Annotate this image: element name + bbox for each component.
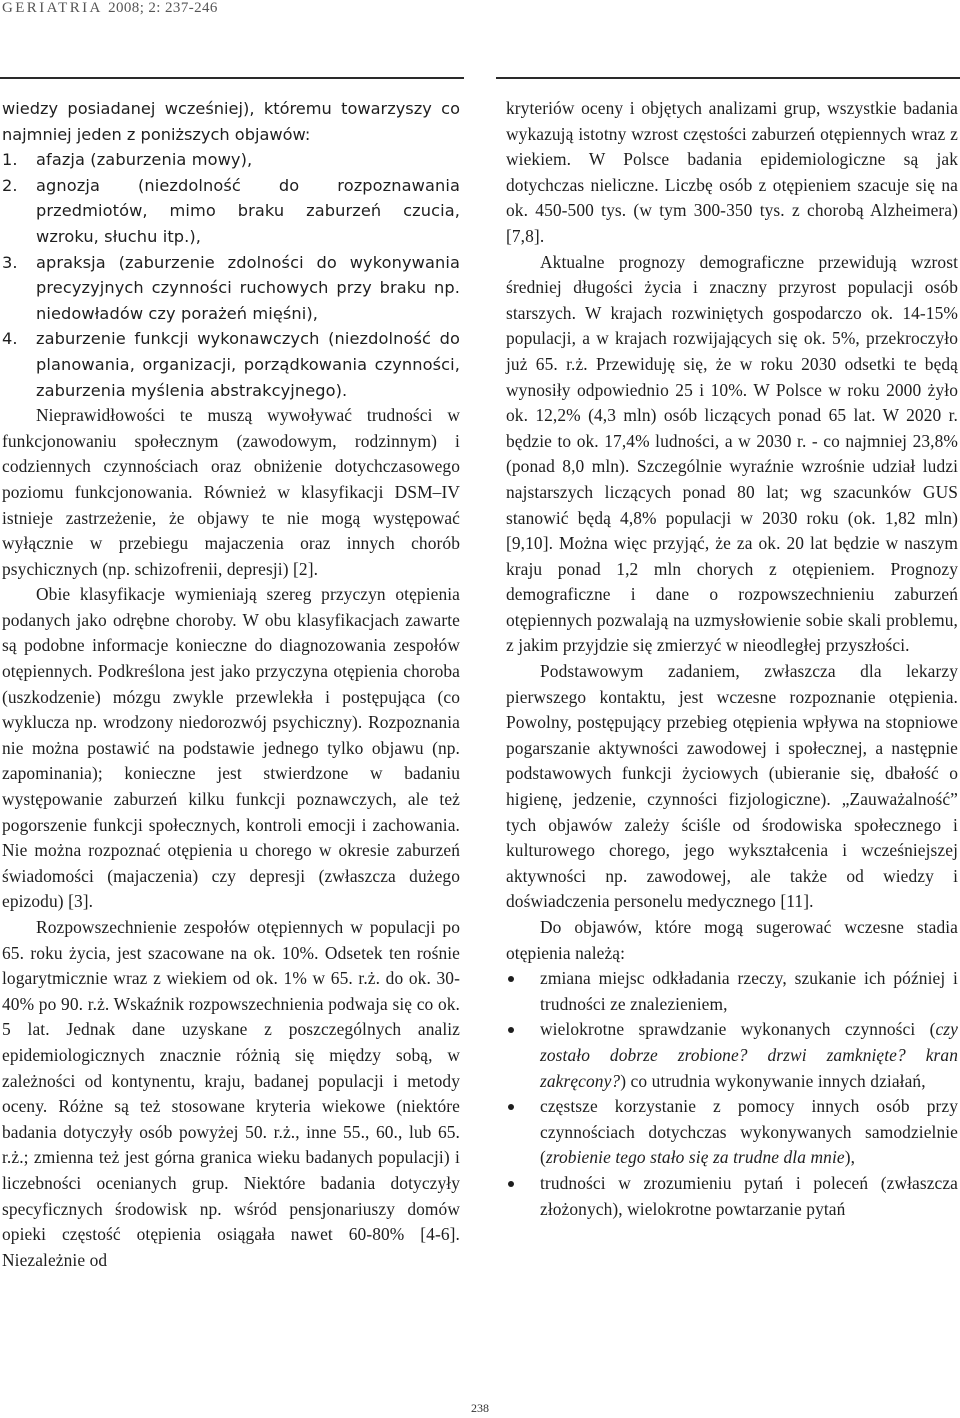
list-text: trudności w zrozumieniu pytań i poleceń (zwłaszcza złożonych), wielokrotne powtarzanie pytań [540, 1172, 958, 1219]
body-paragraph: Do objawów, które mogą sugerować wczesne stadia otępienia należą: [506, 917, 958, 963]
body-paragraph: Podstawowym zadaniem, zwłaszcza dla lekarzy pierwszego kontaktu, jest wczesne rozpoznanie otępienia. Powolny, postępujący przebieg otępienia wpływa na stopniowe pogarszanie aktywności zawodowej i społecznej, a następnie podstawowych funkcji życiowych (ubieranie się, dbałość o higienę, jedzenie, czynności fizjologiczne). „Zauważalność” tych objawów zależy ściśle od środowiska społecznego i kulturowego chorego, jego wykształcenia i wcześniejszej aktywności np. zawodowej, ale także od wiedzy i doświadczenia personelu medycznego [11]. [506, 661, 958, 912]
bullet-icon [508, 976, 514, 982]
page-number: 238 [471, 1401, 489, 1415]
list-text: agnozja (niezdolność do rozpoznawania przedmiotów, mimo braku zaburzeń czucia, wzroku, słuchu itp.), [36, 175, 460, 246]
list-text-italic: czy zostało dobrze zrobione? drzwi zamknięte? kran zakręcony? [540, 1019, 958, 1091]
bullet-icon [508, 1104, 514, 1110]
left-column [2, 96, 460, 1273]
list-text: zmiana miejsc odkładania rzeczy, szukanie ich później i trudności ze znalezieniem, [540, 968, 958, 1014]
intro-paragraph: wiedzy posiadanej wcześniej), któremu towarzyszy co najmniej jeden z poniższych objawów: [2, 99, 460, 144]
list-text-italic: zrobienie tego stało się za trudne dla mnie [545, 1147, 845, 1168]
list-item [506, 1094, 958, 1171]
list-item [2, 250, 460, 327]
body-paragraph: Nieprawidłowości te muszą wywoływać trudności w funkcjonowaniu społecznym (zawodowym, rodzinnym) i codziennych czynnościach oraz obniżenie dotychczasowego poziomu funkcjonowania. Również w klasyfikacji DSM–IV istnieje zastrzeżenie, że objawy te nie mogą występować wyłącznie w przebiegu majaczenia oraz innych chorób psychicznych (np. schizofrenii, depresji) [2]. [2, 405, 460, 579]
list-text: częstsze korzystanie z pomocy innych osób przy czynnościach dotychczas wykonywanych samodzielnie ( [540, 1096, 958, 1168]
body-paragraph: Obie klasyfikacje wymieniają szereg przyczyn otępienia podanych jako odrębne choroby. W obu klasyfikacjach zawarte są podobne informacje konieczne do diagnozowania zespołów otępiennych. Podkreślona jest jako przyczyna otępienia choroba (uszkodzenie) mózgu zwykle przewlekła i postępująca (co wyklucza np. wrodzony niedorozwój psychiczny). Rozpoznania nie można postawić na podstawie jednego tylko objawu (np. zapominania); konieczne jest stwierdzone w badaniu występowanie zaburzeń kilku funkcji poznawczych, ale też pogorszenie funkcji społecznych, kontroli emocji i zachowania. Nie można rozpoznać otępienia u chorego w okresie zaburzeń świadomości (majaczenia) czy depresji (zwłaszcza dużego epizodu) [3]. [2, 584, 460, 912]
list-text: zaburzenie funkcji wykonawczych (niezdolność do planowania, organizacji, porządkowania czynności, zaburzenia myślenia abstrakcyjnego). [36, 329, 460, 400]
body-paragraph: Rozpowszechnienie zespołów otępiennych w populacji po 65. roku życia, jest szacowane na ok. 10%. Odsetek ten rośnie logarytmicznie wraz z wiekiem od ok. 1% w 65. r.ż. do ok. 30-40% po 90. r.ż. Wskaźnik rozpowszechnienia podwaja się co ok. 5 lat. Jednak dane uzyskane z poszczególnych analiz epidemiologicznych znacznie różnią się między sobą, w zależności od kontynentu, kraju, badanej populacji i metody oceny. Różne są też stosowane kryteria wiekowe (niektóre badania dotyczyły osób powyżej 50. r.ż., inne 55., 60., lub 65. r.ż.; zmienna też jest górna granica wieku badanych populacji) i liczebności ocenianych grup. Niektóre badania dotyczyły specyficznych środowisk np. wśród pensjonariuszy domów opieki częstość otępienia osiągała nawet 60-80% [4-6]. Niezależnie od [2, 917, 460, 1270]
running-header [2, 0, 218, 17]
list-text: wielokrotne sprawdzanie wykonanych czynności ( [540, 1019, 936, 1040]
list-text: afazja (zaburzenia mowy), [36, 150, 253, 170]
list-item [2, 326, 460, 403]
symptom-list [506, 966, 958, 1222]
right-column [506, 96, 958, 1222]
list-item [2, 173, 460, 250]
bullet-icon [508, 1181, 514, 1187]
list-item [506, 1171, 958, 1222]
bullet-icon [508, 1027, 514, 1033]
list-text: ), [844, 1147, 856, 1168]
body-paragraph: kryteriów oceny i objętych analizami grup, wszystkie badania wykazują istotny wzrost częstości zaburzeń otępiennych wraz z wiekiem. W Polsce badania epidemiologiczne są jak dotychczas nieliczne. Liczbę osób z otępieniem szacuje się na ok. 450-500 tys. (w tym 300-350 tys. z chorobą Alzheimera) [7,8]. [506, 98, 958, 246]
journal-name: GERIATRIA [2, 0, 102, 16]
issue-info: 2008; 2: 237-246 [108, 0, 218, 16]
list-number: 1. [2, 150, 18, 170]
list-item [506, 966, 958, 1017]
body-paragraph: Aktualne prognozy demograficzne przewidują wzrost średniej długości życia i znaczny przyrost populacji osób starszych. W krajach rozwiniętych gospodarczo ok. 14-15% populacji, a w krajach rozwijających się ok. 5%, przekroczyło już 65. r.ż. Przewiduję się, że w roku 2030 odsetki te będą wynosiły odpowiednio 25 i 10%. W Polsce w roku 2000 żyło ok. 12,2% (4,3 mln) osób liczących ponad 65 lat. W 2020 r. będzie to ok. 17,4% ludności, a w 2030 r. - co najmniej 23,8% (ponad 8,0 mln). Szczególnie wyraźnie wzrośnie udział ludzi najstarszych liczących ponad 80 lat; wg szacunków GUS stanowić będą 4,8% populacji w 2030 roku (ok. 1,82 mln) [9,10]. Można więc przyjąć, że za ok. 20 lat będzie w naszym kraju ponad 1,2 mln chorych z otępieniem. Prognozy demograficzne i dane o rozpowszechnieniu zaburzeń otępiennych pozwalają na uzmysłowienie sobie skali problemu, z jakim przyjdzie się zmierzyć w nieodległej przyszłości. [506, 251, 958, 656]
list-text: apraksja (zaburzenie zdolności do wykonywania precyzyjnych czynności ruchowych przy braku np. niedowładów czy porażeń mięśni), [36, 252, 460, 323]
left-column-rule [0, 77, 464, 79]
criteria-list [2, 147, 460, 403]
list-item [2, 147, 460, 173]
list-item [506, 1017, 958, 1094]
list-text: ) co utrudnia wykonywanie innych działań, [620, 1070, 926, 1091]
list-number: 3. [2, 252, 18, 272]
list-number: 4. [2, 329, 18, 349]
list-number: 2. [2, 175, 18, 195]
right-column-rule [496, 77, 960, 79]
